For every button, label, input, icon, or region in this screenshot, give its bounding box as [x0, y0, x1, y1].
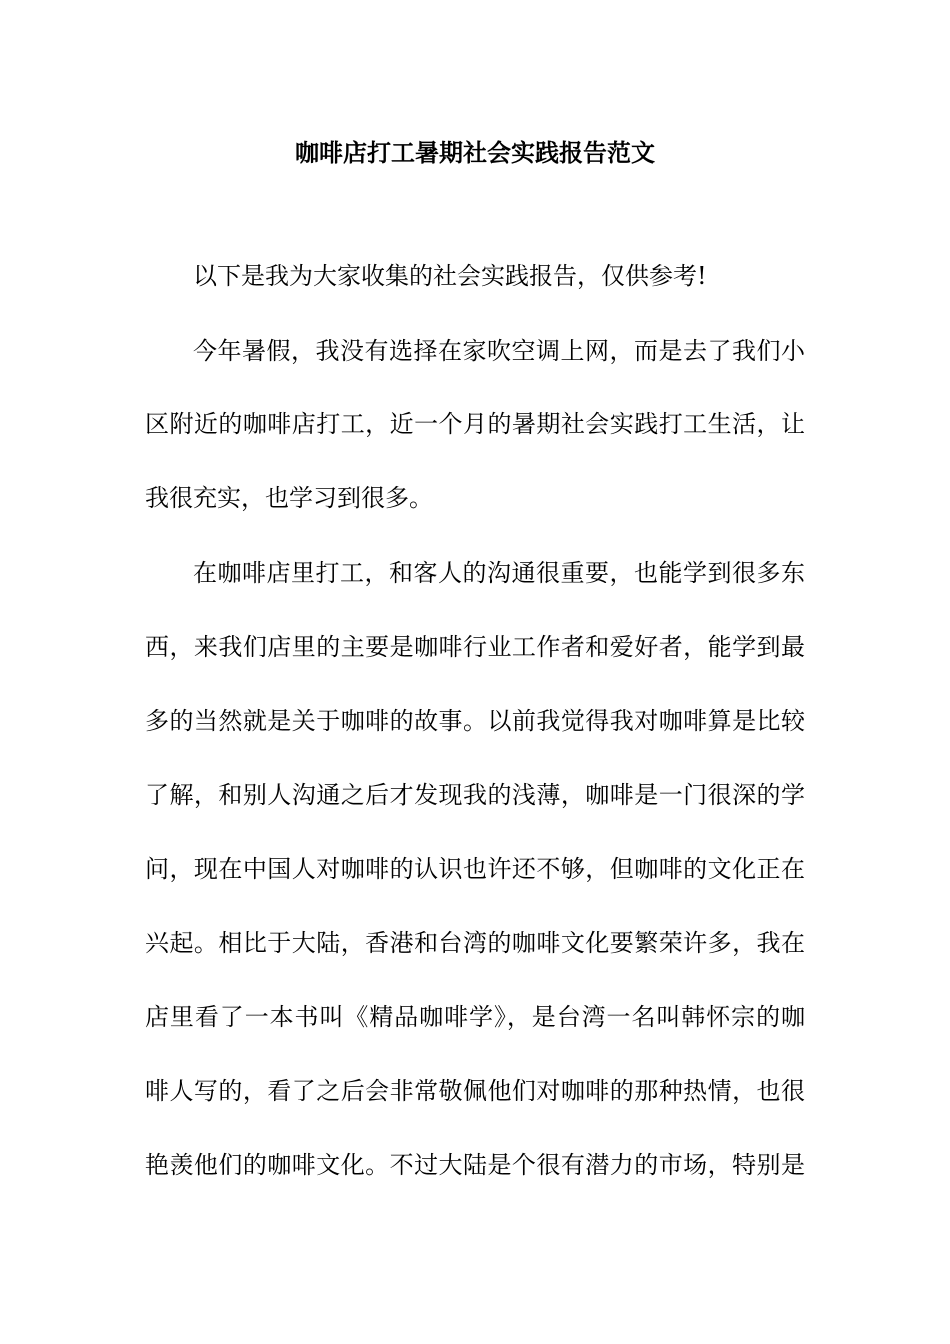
paragraph-line: 兴起。相比于大陆，香港和台湾的咖啡文化要繁荣许多，我在 — [145, 929, 805, 957]
paragraph-line: 问，现在中国人对咖啡的认识也许还不够，但咖啡的文化正在 — [145, 855, 805, 883]
paragraph-line: 以下是我为大家收集的社会实践报告，仅供参考! — [193, 262, 707, 290]
paragraph-line: 艳羡他们的咖啡文化。不过大陆是个很有潜力的市场，特别是 — [145, 1151, 805, 1179]
paragraph-line: 今年暑假，我没有选择在家吹空调上网，而是去了我们小 — [193, 337, 805, 365]
document-title: 咖啡店打工暑期社会实践报告范文 — [295, 138, 655, 167]
paragraph-line: 我很充实，也学习到很多。 — [145, 484, 433, 512]
paragraph-line: 在咖啡店里打工，和客人的沟通很重要，也能学到很多东 — [193, 559, 805, 587]
paragraph-line: 西，来我们店里的主要是咖啡行业工作者和爱好者，能学到最 — [145, 633, 805, 661]
paragraph-line: 区附近的咖啡店打工，近一个月的暑期社会实践打工生活，让 — [145, 410, 805, 438]
paragraph-line: 店里看了一本书叫《精品咖啡学》，是台湾一名叫韩怀宗的咖 — [145, 1003, 805, 1031]
paragraph-line: 多的当然就是关于咖啡的故事。以前我觉得我对咖啡算是比较 — [145, 707, 805, 735]
paragraph-line: 了解，和别人沟通之后才发现我的浅薄，咖啡是一门很深的学 — [145, 781, 805, 809]
paragraph-line: 啡人写的，看了之后会非常敬佩他们对咖啡的那种热情，也很 — [145, 1077, 805, 1105]
